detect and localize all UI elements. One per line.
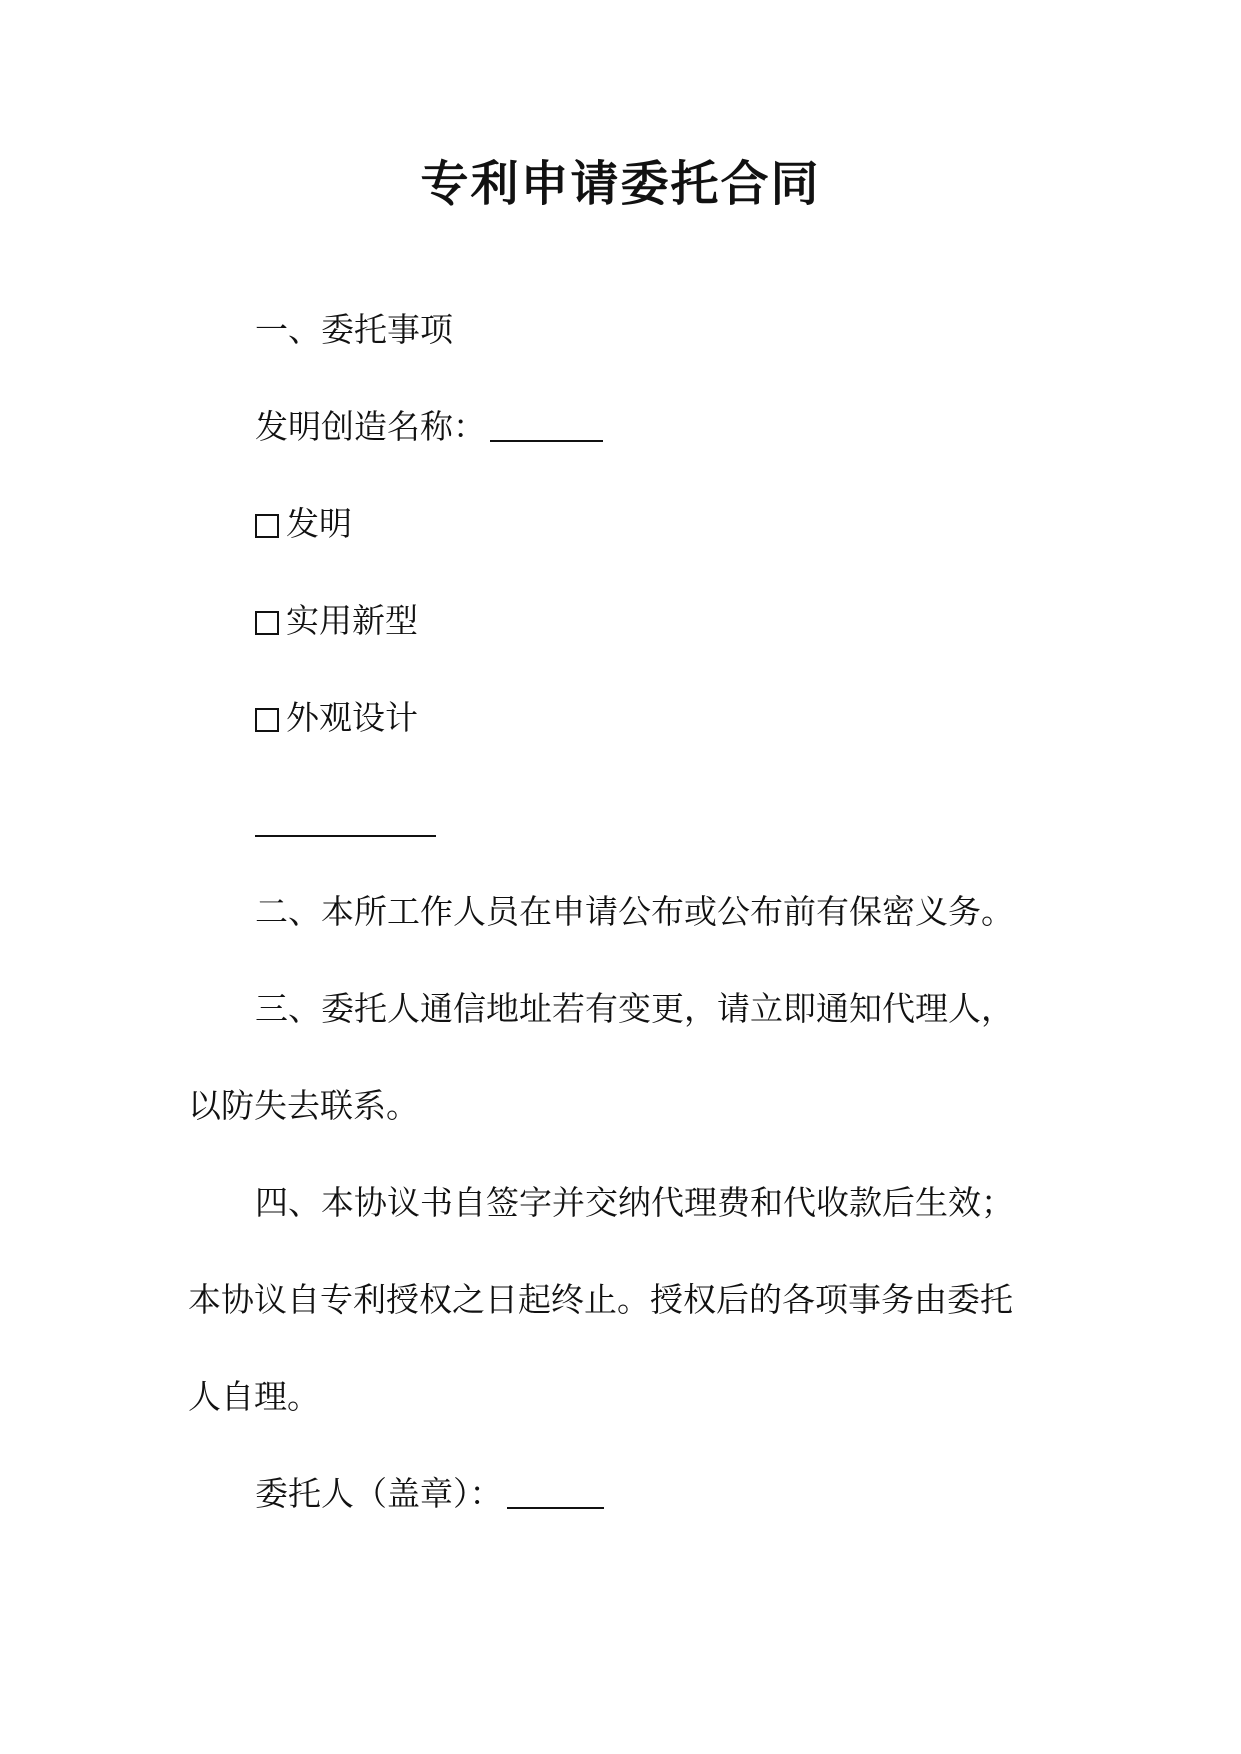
section4-text-line3: 人自理。 bbox=[188, 1377, 320, 1416]
blank-fill-line[interactable] bbox=[255, 835, 436, 837]
section2-text: 二、本所工作人员在申请公布或公布前有保密义务。 bbox=[255, 892, 1014, 931]
section1-heading: 一、委托事项 bbox=[255, 310, 453, 349]
utility-model-option-label: 实用新型 bbox=[286, 601, 418, 640]
section4-text-line1: 四、本协议书自签字并交纳代理费和代收款后生效； bbox=[255, 1183, 1014, 1222]
invention-name-blank[interactable] bbox=[490, 410, 603, 442]
invention-checkbox[interactable] bbox=[255, 514, 279, 538]
signature-row bbox=[255, 1472, 604, 1516]
design-checkbox[interactable] bbox=[255, 708, 279, 732]
signature-label: 委托人（盖章）： bbox=[255, 1474, 503, 1513]
section4-text-line2: 本协议自专利授权之日起终止。授权后的各项事务由委托 bbox=[188, 1280, 1013, 1319]
design-option-label: 外观设计 bbox=[286, 698, 418, 737]
utility-model-checkbox[interactable] bbox=[255, 611, 279, 635]
section3-text-line2: 以防失去联系。 bbox=[188, 1086, 419, 1125]
invention-option-label: 发明 bbox=[286, 504, 352, 543]
invention-name-label: 发明创造名称： bbox=[255, 407, 486, 446]
signature-blank[interactable] bbox=[507, 1477, 604, 1509]
patent-type-option-invention bbox=[255, 502, 352, 546]
invention-name-row bbox=[255, 405, 603, 449]
patent-type-option-design bbox=[255, 696, 418, 740]
section3-text-line1: 三、委托人通信地址若有变更，请立即通知代理人， bbox=[255, 989, 1014, 1028]
document-title: 专利申请委托合同 bbox=[420, 156, 821, 212]
patent-type-option-utility-model bbox=[255, 599, 418, 643]
